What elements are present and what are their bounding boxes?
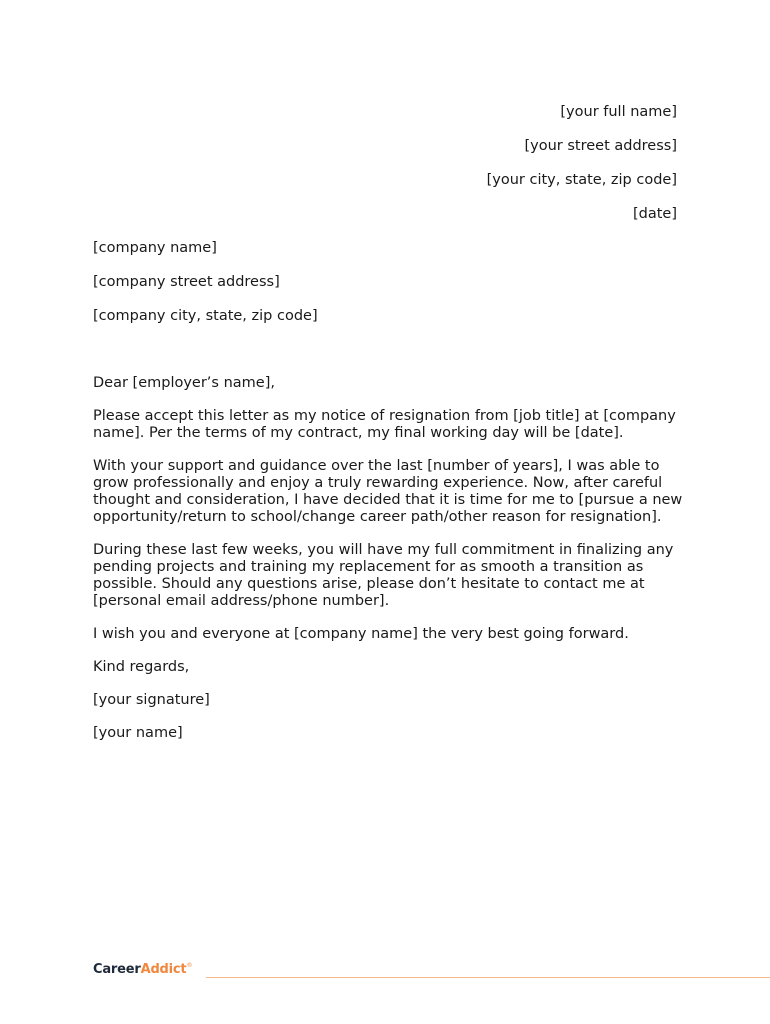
closing: Kind regards, [93,659,190,675]
paragraph-gratitude: With your support and guidance over the last [number of years], I was able to grow professionally and enjoy a truly rewarding experience. Now, after careful thought and consideration, I have decided that it is time for me to [pursue a new opportunity/return to school/change career path/other reason for resignation]. [93,458,683,525]
signature-placeholder: [your signature] [93,692,210,708]
paragraph-well-wishes: I wish you and everyone at [company name] the very best going forward. [93,626,629,642]
careeraddict-logo: CareerAddict® [93,962,193,977]
paragraph-transition: During these last few weeks, you will have my full commitment in finalizing any pending projects and training my replacement for as smooth a transition as possible. Should any questions arise, please don’t hesitate to contact me at [personal email address/phone number]. [93,542,674,609]
paragraph-resignation-notice: Please accept this letter as my notice of resignation from [job title] at [company name]. Per the terms of my contract, my final working day will be [date]. [93,408,676,441]
salutation: Dear [employer’s name], [93,375,275,391]
recipient-block [93,239,318,341]
recipient-company-name: [company name] [93,240,217,256]
footer [93,962,770,982]
footer-divider [206,977,770,978]
name-placeholder: [your name] [93,725,183,741]
letter-date: [date] [632,206,677,222]
sender-city-state-zip: [your city, state, zip code] [486,172,677,188]
sender-full-name: [your full name] [560,104,677,120]
sender-block [487,103,677,239]
recipient-street-address: [company street address] [93,274,280,290]
recipient-city-state-zip: [company city, state, zip code] [93,308,318,324]
sender-street-address: [your street address] [524,138,677,154]
letter-body [93,375,683,758]
